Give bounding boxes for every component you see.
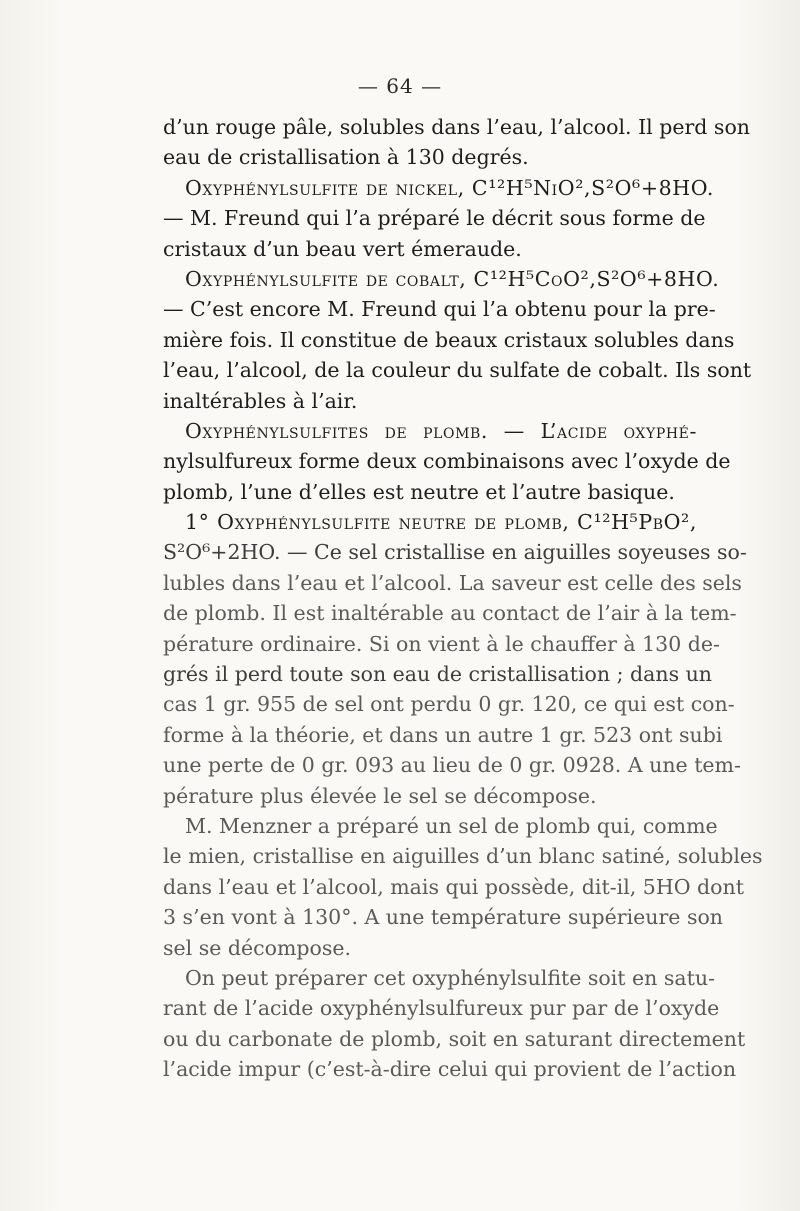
text-line: — C’est encore M. Freund qui l’a obtenu pour la pre- xyxy=(163,297,716,322)
text-line: inaltérables à l’air. xyxy=(163,388,358,413)
section-heading-nickel: Oxyphénylsulfite de nickel, C¹²H⁵NiO²,S²O⁶+8HO. xyxy=(185,175,715,200)
body-text xyxy=(163,112,763,1085)
text-line: rant de l’acide oxyphénylsulfureux pur par de l’oxyde xyxy=(163,996,720,1021)
text-line: mière fois. Il constitue de beaux cristaux solubles dans xyxy=(163,327,735,352)
text-line: pérature plus élevée le sel se décompose. xyxy=(163,783,597,808)
text-line: On peut préparer cet oxyphénylsulfite soit en satu- xyxy=(185,965,716,990)
text-line: lubles dans l’eau et l’alcool. La saveur est celle des sels xyxy=(163,570,742,595)
text-line: nylsulfureux forme deux combinaisons avec l’oxyde de xyxy=(163,449,731,474)
text-line: une perte de 0 gr. 093 au lieu de 0 gr. 0928. A une tem- xyxy=(163,753,741,778)
section-heading-neutre: 1° Oxyphénylsulfite neutre de plomb, C¹²H⁵PbO², xyxy=(185,510,697,535)
text-line: cas 1 gr. 955 de sel ont perdu 0 gr. 120, ce qui est con- xyxy=(163,692,735,717)
text-line: eau de cristallisation à 130 degrés. xyxy=(163,145,529,170)
text-line: grés il perd toute son eau de cristallisation ; dans un xyxy=(163,662,713,687)
text-line: le mien, cristallise en aiguilles d’un blanc satiné, solubles xyxy=(163,844,763,869)
text-line: S²O⁶+2HO. — Ce sel cristallise en aiguilles soyeuses so- xyxy=(163,540,747,565)
text-line: dans l’eau et l’alcool, mais qui possède, dit-il, 5HO dont xyxy=(163,874,744,899)
text-line: de plomb. Il est inaltérable au contact de l’air à la tem- xyxy=(163,601,737,626)
text-line: d’un rouge pâle, solubles dans l’eau, l’alcool. Il perd son xyxy=(163,115,750,139)
text-line: cristaux d’un beau vert émeraude. xyxy=(163,236,522,261)
text-line: pérature ordinaire. Si on vient à le chauffer à 130 de- xyxy=(163,631,720,656)
text-line: M. Menzner a préparé un sel de plomb qui, comme xyxy=(185,813,718,838)
text-line: — M. Freund qui l’a préparé le décrit sous forme de xyxy=(163,206,706,231)
text-line: sel se décompose. xyxy=(163,935,352,960)
page-number: — 64 — xyxy=(357,74,443,98)
text-line: l’eau, l’alcool, de la couleur du sulfate de cobalt. Ils sont xyxy=(163,358,752,383)
text-line: plomb, l’une d’elles est neutre et l’autre basique. xyxy=(163,479,675,504)
text-line: l’acide impur (c’est-à-dire celui qui provient de l’action xyxy=(163,1057,737,1082)
section-heading-plomb: Oxyphénylsulfites de plomb. — L’acide oxyphé- xyxy=(185,418,697,443)
text-line: 3 s’en vont à 130°. A une température supérieure son xyxy=(163,905,724,930)
text-line: ou du carbonate de plomb, soit en saturant directement xyxy=(163,1026,746,1051)
section-heading-cobalt: Oxyphénylsulfite de cobalt, C¹²H⁵CoO²,S²O⁶+8HO. xyxy=(185,266,720,291)
text-line: forme à la théorie, et dans un autre 1 gr. 523 ont subi xyxy=(163,722,723,747)
